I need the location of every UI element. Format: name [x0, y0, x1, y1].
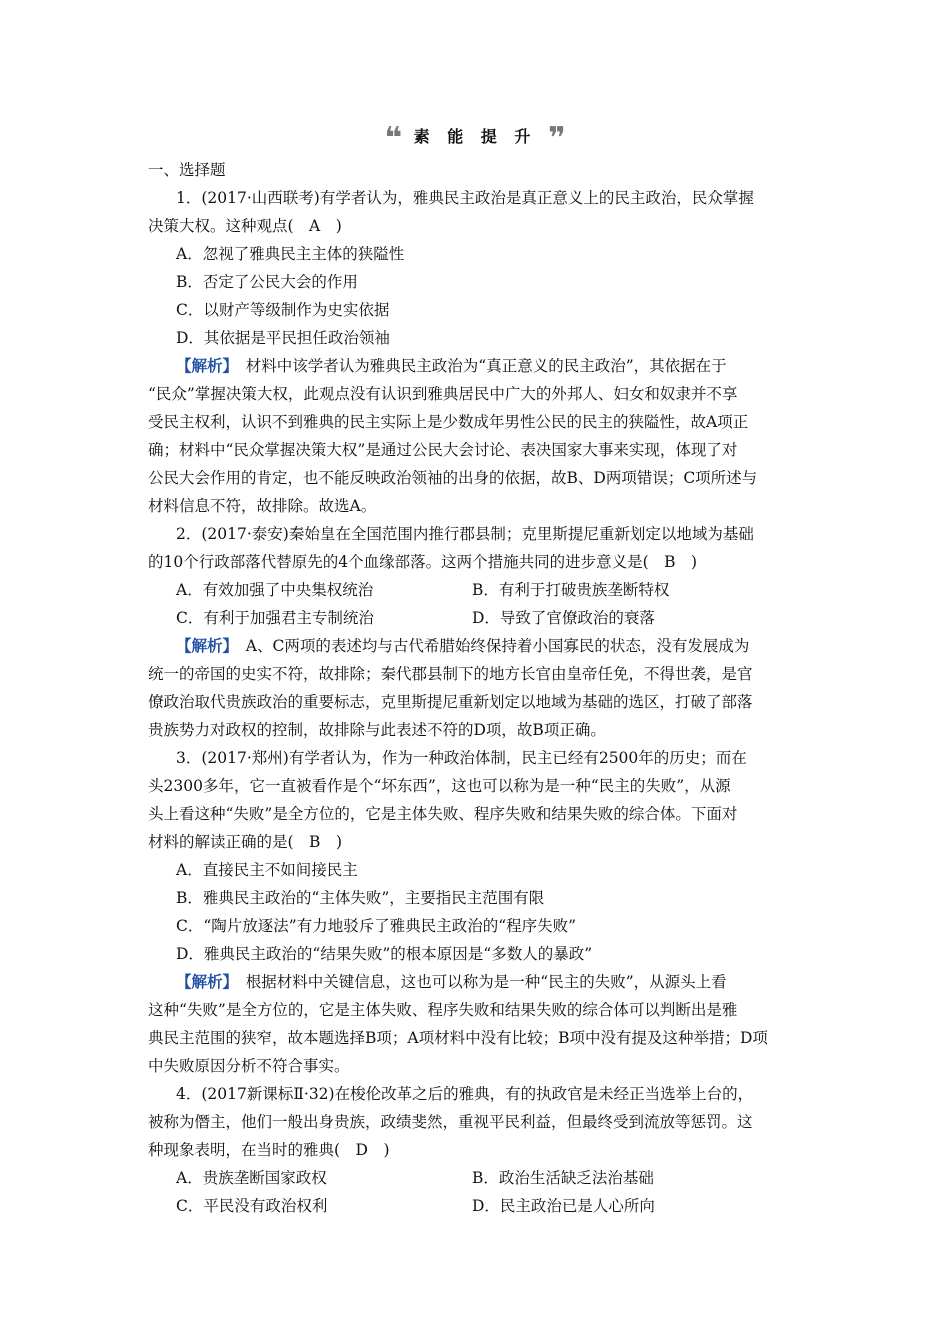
q2-option-c: C．有利于加强君主专制统治: [176, 609, 374, 627]
q3-stem-line: 3．(2017·郑州)有学者认为，作为一种政治体制，民主已经有2500年的历史；而在: [176, 749, 747, 767]
q1-analysis-line: 公民大会作用的肯定，也不能反映政治领袖的出身的依据，故B、D两项错误；C项所述与: [148, 469, 758, 487]
analysis-tag: 【解析】: [176, 972, 231, 991]
q2-stem-line: 2．(2017·泰安)秦始皇在全国范围内推行郡县制；克里斯提尼重新划定以地域为基础: [176, 525, 754, 543]
q2-option-a: A．有效加强了中央集权统治: [176, 581, 374, 599]
section-heading: [0, 121, 950, 156]
q2-stem-line: 的10个行政部落代替原先的4个血缘部落。这两个措施共同的进步意义是( B ): [148, 553, 698, 571]
q3-analysis-line: 这种“失败”是全方位的，它是主体失败、程序失败和结果失败的综合体可以判断出是雅: [148, 1001, 738, 1019]
q2-analysis-text: A、C两项的表述均与古代希腊始终保持着小国寡民的状态，没有发展成为: [230, 637, 750, 655]
q2-analysis-line: [176, 636, 749, 656]
q2-analysis-line: 贵族势力对政权的控制，故排除与此表述不符的D项，故B项正确。: [148, 721, 606, 739]
q3-stem-line: 头2300多年，它一直被看作是个“坏东西”，这也可以称为是一种“民主的失败”，从源: [148, 777, 731, 795]
q4-option-a: A．贵族垄断国家政权: [176, 1169, 327, 1187]
q1-option-c: C．以财产等级制作为史实依据: [176, 301, 390, 319]
q3-analysis-text: 根据材料中关键信息，这也可以称为是一种“民主的失败”，从源头上看: [230, 973, 727, 991]
q2-option-d: D．导致了官僚政治的衰落: [472, 609, 655, 627]
q1-stem-line: 决策大权。这种观点( A ): [148, 217, 342, 235]
q3-stem-line: 材料的解读正确的是( B ): [148, 833, 342, 851]
q4-option-b: B．政治生活缺乏法治基础: [472, 1169, 654, 1187]
q3-option-c: C．“陶片放逐法”有力地驳斥了雅典民主政治的“程序失败”: [176, 917, 577, 935]
q3-option-a: A．直接民主不如间接民主: [176, 861, 358, 879]
q1-analysis-line: 受民主权利，认识不到雅典的民主实际上是少数成年男性公民的民主的狭隘性，故A项正: [148, 413, 749, 431]
analysis-tag: 【解析】: [176, 636, 231, 655]
q4-option-c: C．平民没有政治权利: [176, 1197, 328, 1215]
q3-analysis-line: 典民主范围的狭窄，故本题选择B项；A项材料中没有比较；B项中没有提及这种举措；D项: [148, 1029, 768, 1047]
q1-option-a: A．忽视了雅典民主主体的狭隘性: [176, 245, 405, 263]
section-label: 一、选择题: [148, 161, 226, 179]
q1-option-d: D．其依据是平民担任政治领袖: [176, 329, 390, 347]
q1-analysis-text: 材料中该学者认为雅典民主政治为“真正意义的民主政治”，其依据在于: [230, 357, 727, 375]
left-quote-icon: ❝: [384, 121, 403, 156]
q1-stem-line: 1．(2017·山西联考)有学者认为，雅典民主政治是真正意义上的民主政治，民众掌握: [176, 189, 754, 207]
q4-stem-line: 被称为僭主，他们一般出身贵族，政绩斐然，重视平民利益，但最终受到流放等惩罚。这: [148, 1113, 753, 1131]
q2-option-b: B．有利于打破贵族垄断特权: [472, 581, 670, 599]
q4-stem-line: 种现象表明，在当时的雅典( D ): [148, 1141, 390, 1159]
analysis-tag: 【解析】: [176, 356, 231, 375]
q1-analysis-line: 材料信息不符，故排除。故选A。: [148, 497, 377, 515]
q2-analysis-line: 僚政治取代贵族政治的重要标志，克里斯提尼重新划定以地域为基础的选区，打破了部落: [148, 693, 753, 711]
q2-analysis-line: 统一的帝国的史实不符，故排除；秦代郡县制下的地方长官由皇帝任免，不得世袭，是官: [148, 665, 753, 683]
q1-analysis-line: [176, 356, 727, 376]
q3-option-b: B．雅典民主政治的“主体失败”，主要指民主范围有限: [176, 889, 545, 907]
q1-analysis-line: 确；材料中“民众掌握决策大权”是通过公民大会讨论、表决国家大事来实现，体现了对: [148, 441, 738, 459]
q3-analysis-line: [176, 972, 727, 992]
heading-title: 素 能 提 升: [413, 127, 537, 146]
q3-stem-line: 头上看这种“失败”是全方位的，它是主体失败、程序失败和结果失败的综合体。下面对: [148, 805, 738, 823]
q1-analysis-line: “民众”掌握决策大权，此观点没有认识到雅典居民中广大的外邦人、妇女和奴隶并不享: [148, 385, 738, 403]
q3-analysis-line: 中失败原因分析不符合事实。: [148, 1057, 350, 1075]
q3-option-d: D．雅典民主政治的“结果失败”的根本原因是“多数人的暴政”: [176, 945, 593, 963]
right-quote-icon: ❞: [547, 121, 566, 156]
q4-option-d: D．民主政治已是人心所向: [472, 1197, 655, 1215]
q1-option-b: B．否定了公民大会的作用: [176, 273, 358, 291]
q4-stem-line: 4．(2017新课标Ⅱ·32)在梭伦改革之后的雅典，有的执政官是未经正当选举上台的，: [176, 1085, 754, 1103]
